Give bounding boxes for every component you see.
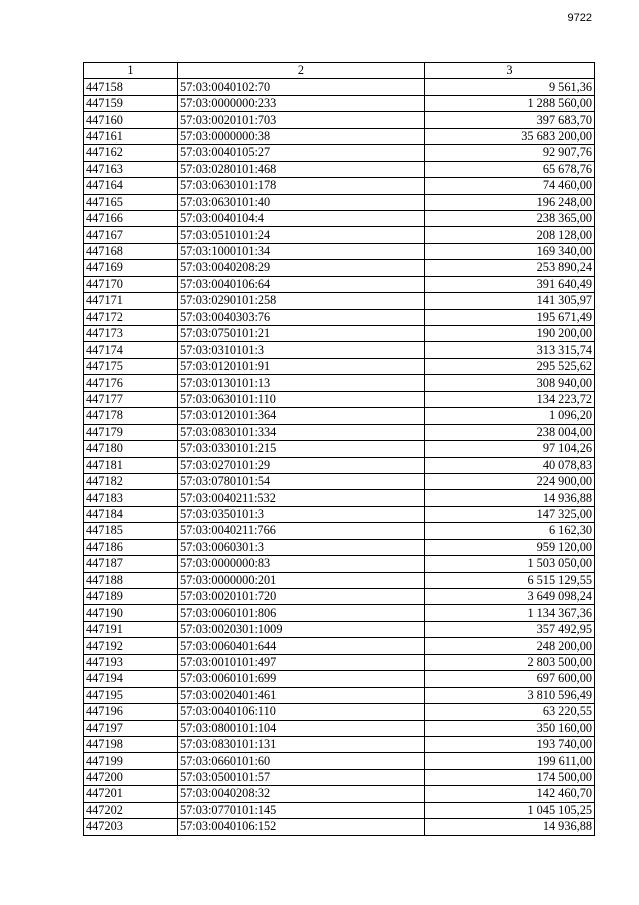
row-number-cell: 447177	[84, 391, 178, 407]
row-number-cell: 447199	[84, 753, 178, 769]
row-number-cell: 447170	[84, 276, 178, 292]
table-row	[84, 161, 595, 177]
table-row	[84, 293, 595, 309]
cadastral-number-cell: 57:03:0120101:91	[178, 358, 425, 374]
table-row	[84, 539, 595, 555]
value-cell: 295 525,62	[425, 358, 595, 374]
data-table	[83, 62, 595, 836]
table-row	[84, 243, 595, 259]
row-number-cell: 447168	[84, 243, 178, 259]
cadastral-number-cell: 57:03:1000101:34	[178, 243, 425, 259]
value-cell: 174 500,00	[425, 769, 595, 785]
table-row	[84, 260, 595, 276]
row-number-cell: 447161	[84, 128, 178, 144]
row-number-cell: 447190	[84, 605, 178, 621]
row-number-cell: 447174	[84, 342, 178, 358]
value-cell: 169 340,00	[425, 243, 595, 259]
value-cell: 195 671,49	[425, 309, 595, 325]
value-cell: 1 096,20	[425, 408, 595, 424]
row-number-cell: 447202	[84, 802, 178, 818]
value-cell: 397 683,70	[425, 112, 595, 128]
cadastral-number-cell: 57:03:0020401:461	[178, 687, 425, 703]
cadastral-number-cell: 57:03:0040106:64	[178, 276, 425, 292]
page-number: 9722	[567, 12, 592, 24]
table-row	[84, 802, 595, 818]
table-row	[84, 375, 595, 391]
table-row	[84, 457, 595, 473]
table-row	[84, 523, 595, 539]
row-number-cell: 447188	[84, 572, 178, 588]
value-cell: 97 104,26	[425, 441, 595, 457]
value-cell: 1 134 367,36	[425, 605, 595, 621]
value-cell: 35 683 200,00	[425, 128, 595, 144]
cadastral-number-cell: 57:03:0040211:532	[178, 490, 425, 506]
table-row	[84, 769, 595, 785]
table-row	[84, 194, 595, 210]
table-row	[84, 326, 595, 342]
table-row	[84, 358, 595, 374]
cadastral-number-cell: 57:03:0010101:497	[178, 654, 425, 670]
column-header-2: 2	[178, 63, 425, 79]
cadastral-number-cell: 57:03:0040102:70	[178, 79, 425, 95]
row-number-cell: 447167	[84, 227, 178, 243]
value-cell: 1 045 105,25	[425, 802, 595, 818]
row-number-cell: 447184	[84, 506, 178, 522]
cadastral-number-cell: 57:03:0330101:215	[178, 441, 425, 457]
cadastral-number-cell: 57:03:0040211:766	[178, 523, 425, 539]
table-row	[84, 736, 595, 752]
table-row	[84, 506, 595, 522]
table-row	[84, 79, 595, 95]
cadastral-number-cell: 57:03:0660101:60	[178, 753, 425, 769]
value-cell: 74 460,00	[425, 178, 595, 194]
cadastral-number-cell: 57:03:0630101:178	[178, 178, 425, 194]
row-number-cell: 447169	[84, 260, 178, 276]
row-number-cell: 447196	[84, 704, 178, 720]
value-cell: 248 200,00	[425, 638, 595, 654]
cadastral-number-cell: 57:03:0750101:21	[178, 326, 425, 342]
value-cell: 134 223,72	[425, 391, 595, 407]
value-cell: 350 160,00	[425, 720, 595, 736]
row-number-cell: 447193	[84, 654, 178, 670]
cadastral-number-cell: 57:03:0800101:104	[178, 720, 425, 736]
cadastral-number-cell: 57:03:0830101:334	[178, 424, 425, 440]
row-number-cell: 447186	[84, 539, 178, 555]
row-number-cell: 447158	[84, 79, 178, 95]
value-cell: 65 678,76	[425, 161, 595, 177]
cadastral-number-cell: 57:03:0060101:806	[178, 605, 425, 621]
table-row	[84, 605, 595, 621]
row-number-cell: 447185	[84, 523, 178, 539]
value-cell: 14 936,88	[425, 819, 595, 835]
table-row	[84, 654, 595, 670]
table-row	[84, 786, 595, 802]
table-row	[84, 621, 595, 637]
cadastral-number-cell: 57:03:0040106:110	[178, 704, 425, 720]
value-cell: 1 503 050,00	[425, 556, 595, 572]
table-row	[84, 178, 595, 194]
table-row	[84, 210, 595, 226]
row-number-cell: 447194	[84, 671, 178, 687]
value-cell: 697 600,00	[425, 671, 595, 687]
cadastral-number-cell: 57:03:0770101:145	[178, 802, 425, 818]
table-row	[84, 589, 595, 605]
row-number-cell: 447163	[84, 161, 178, 177]
value-cell: 9 561,36	[425, 79, 595, 95]
value-cell: 959 120,00	[425, 539, 595, 555]
table-row	[84, 227, 595, 243]
table-row	[84, 720, 595, 736]
row-number-cell: 447180	[84, 441, 178, 457]
table-row	[84, 95, 595, 111]
table-row	[84, 753, 595, 769]
table-row	[84, 556, 595, 572]
row-number-cell: 447162	[84, 145, 178, 161]
header-row	[84, 63, 595, 79]
value-cell: 3 810 596,49	[425, 687, 595, 703]
table-row	[84, 687, 595, 703]
row-number-cell: 447164	[84, 178, 178, 194]
table-row	[84, 145, 595, 161]
cadastral-number-cell: 57:03:0000000:83	[178, 556, 425, 572]
table-row	[84, 424, 595, 440]
cadastral-number-cell: 57:03:0630101:40	[178, 194, 425, 210]
column-header-1: 1	[84, 63, 178, 79]
value-cell: 3 649 098,24	[425, 589, 595, 605]
table-row	[84, 490, 595, 506]
cadastral-number-cell: 57:03:0830101:131	[178, 736, 425, 752]
table-row	[84, 309, 595, 325]
value-cell: 253 890,24	[425, 260, 595, 276]
cadastral-number-cell: 57:03:0290101:258	[178, 293, 425, 309]
row-number-cell: 447181	[84, 457, 178, 473]
cadastral-number-cell: 57:03:0130101:13	[178, 375, 425, 391]
row-number-cell: 447171	[84, 293, 178, 309]
cadastral-number-cell: 57:03:0040208:29	[178, 260, 425, 276]
row-number-cell: 447201	[84, 786, 178, 802]
value-cell: 147 325,00	[425, 506, 595, 522]
cadastral-number-cell: 57:03:0020101:703	[178, 112, 425, 128]
cadastral-number-cell: 57:03:0040303:76	[178, 309, 425, 325]
cadastral-number-cell: 57:03:0630101:110	[178, 391, 425, 407]
table-row	[84, 391, 595, 407]
cadastral-number-cell: 57:03:0780101:54	[178, 473, 425, 489]
cadastral-number-cell: 57:03:0280101:468	[178, 161, 425, 177]
value-cell: 63 220,55	[425, 704, 595, 720]
cadastral-number-cell: 57:03:0020301:1009	[178, 621, 425, 637]
table-row	[84, 819, 595, 835]
cadastral-number-cell: 57:03:0040208:32	[178, 786, 425, 802]
value-cell: 208 128,00	[425, 227, 595, 243]
row-number-cell: 447175	[84, 358, 178, 374]
cadastral-number-cell: 57:03:0000000:233	[178, 95, 425, 111]
row-number-cell: 447183	[84, 490, 178, 506]
row-number-cell: 447176	[84, 375, 178, 391]
table-row	[84, 441, 595, 457]
value-cell: 2 803 500,00	[425, 654, 595, 670]
cadastral-number-cell: 57:03:0510101:24	[178, 227, 425, 243]
cadastral-number-cell: 57:03:0060401:644	[178, 638, 425, 654]
row-number-cell: 447195	[84, 687, 178, 703]
value-cell: 190 200,00	[425, 326, 595, 342]
value-cell: 313 315,74	[425, 342, 595, 358]
cadastral-number-cell: 57:03:0000000:38	[178, 128, 425, 144]
value-cell: 142 460,70	[425, 786, 595, 802]
cadastral-number-cell: 57:03:0040105:27	[178, 145, 425, 161]
cadastral-number-cell: 57:03:0000000:201	[178, 572, 425, 588]
cadastral-number-cell: 57:03:0060101:699	[178, 671, 425, 687]
value-cell: 193 740,00	[425, 736, 595, 752]
value-cell: 199 611,00	[425, 753, 595, 769]
row-number-cell: 447172	[84, 309, 178, 325]
row-number-cell: 447197	[84, 720, 178, 736]
table-row	[84, 572, 595, 588]
value-cell: 391 640,49	[425, 276, 595, 292]
value-cell: 141 305,97	[425, 293, 595, 309]
row-number-cell: 447192	[84, 638, 178, 654]
cadastral-number-cell: 57:03:0270101:29	[178, 457, 425, 473]
value-cell: 14 936,88	[425, 490, 595, 506]
value-cell: 238 004,00	[425, 424, 595, 440]
row-number-cell: 447187	[84, 556, 178, 572]
table-row	[84, 408, 595, 424]
row-number-cell: 447160	[84, 112, 178, 128]
row-number-cell: 447203	[84, 819, 178, 835]
table-body	[84, 79, 595, 835]
row-number-cell: 447191	[84, 621, 178, 637]
table-row	[84, 276, 595, 292]
value-cell: 6 162,30	[425, 523, 595, 539]
table-row	[84, 638, 595, 654]
cadastral-number-cell: 57:03:0350101:3	[178, 506, 425, 522]
row-number-cell: 447198	[84, 736, 178, 752]
value-cell: 224 900,00	[425, 473, 595, 489]
column-header-3: 3	[425, 63, 595, 79]
row-number-cell: 447166	[84, 210, 178, 226]
value-cell: 357 492,95	[425, 621, 595, 637]
row-number-cell: 447200	[84, 769, 178, 785]
cadastral-number-cell: 57:03:0310101:3	[178, 342, 425, 358]
table-row	[84, 128, 595, 144]
value-cell: 40 078,83	[425, 457, 595, 473]
row-number-cell: 447182	[84, 473, 178, 489]
row-number-cell: 447165	[84, 194, 178, 210]
table-row	[84, 704, 595, 720]
value-cell: 1 288 560,00	[425, 95, 595, 111]
table-row	[84, 473, 595, 489]
row-number-cell: 447189	[84, 589, 178, 605]
table-row	[84, 342, 595, 358]
table-row	[84, 112, 595, 128]
value-cell: 92 907,76	[425, 145, 595, 161]
value-cell: 238 365,00	[425, 210, 595, 226]
value-cell: 308 940,00	[425, 375, 595, 391]
value-cell: 6 515 129,55	[425, 572, 595, 588]
cadastral-number-cell: 57:03:0020101:720	[178, 589, 425, 605]
row-number-cell: 447173	[84, 326, 178, 342]
table-row	[84, 671, 595, 687]
row-number-cell: 447178	[84, 408, 178, 424]
row-number-cell: 447159	[84, 95, 178, 111]
row-number-cell: 447179	[84, 424, 178, 440]
cadastral-number-cell: 57:03:0120101:364	[178, 408, 425, 424]
cadastral-number-cell: 57:03:0040106:152	[178, 819, 425, 835]
cadastral-number-cell: 57:03:0040104:4	[178, 210, 425, 226]
cadastral-number-cell: 57:03:0500101:57	[178, 769, 425, 785]
cadastral-number-cell: 57:03:0060301:3	[178, 539, 425, 555]
value-cell: 196 248,00	[425, 194, 595, 210]
